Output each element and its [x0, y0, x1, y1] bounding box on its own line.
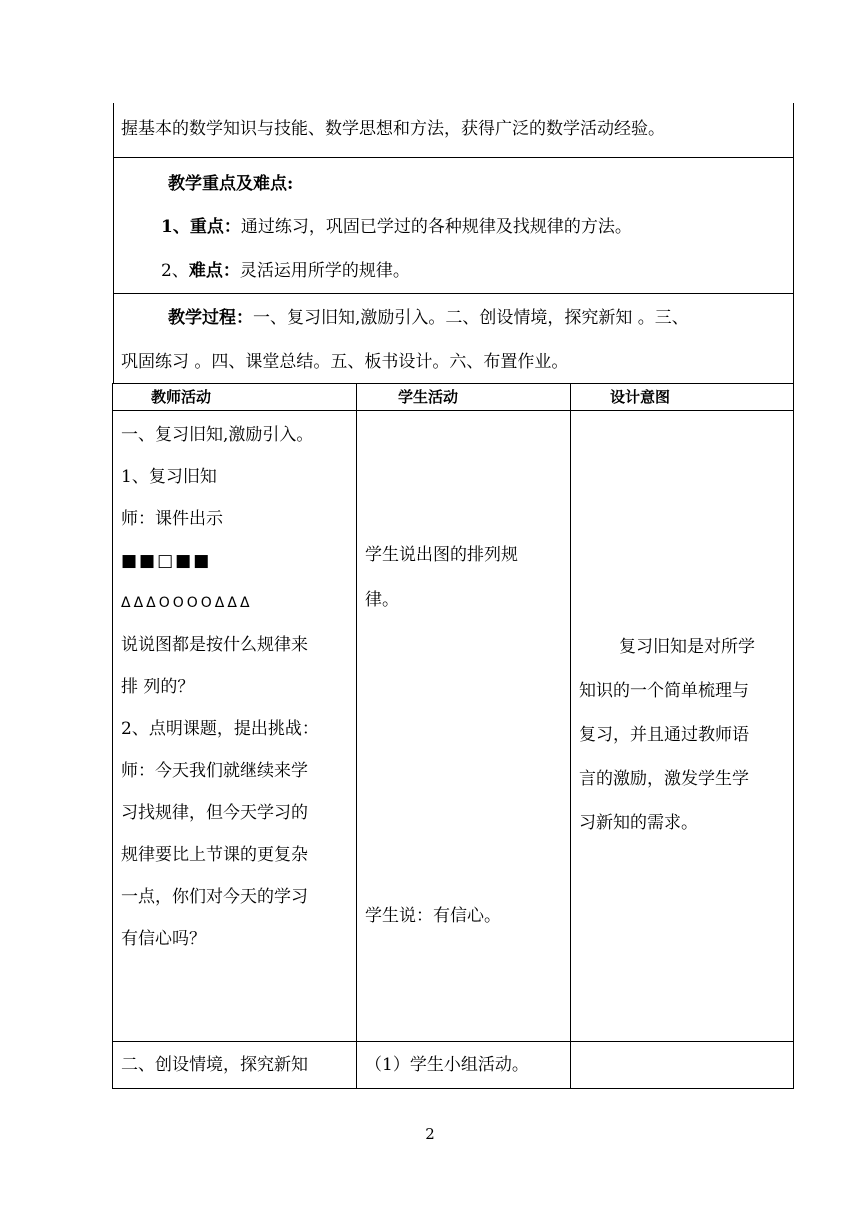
teacher-line: 师：课件出示 [121, 509, 223, 529]
left-border [113, 103, 114, 383]
column-divider [570, 384, 571, 1088]
teacher-line: 排 列的？ [121, 677, 195, 697]
teacher-line: 规律要比上节课的更复杂 [121, 845, 308, 865]
student-answer: 学生说：有信心。 [365, 906, 501, 926]
intent-line: 习新知的需求。 [579, 813, 698, 833]
triangle-circle-pattern: ΔΔΔOOOOΔΔΔ [121, 595, 253, 611]
header-teacher-activity: 教师活动 [151, 388, 212, 406]
key-point-1-text: 通过练习，巩固已学过的各种规律及找规律的方法。 [240, 217, 632, 237]
process-text-1: 一、复习旧知,激励引入。二、创设情境，探究新知 。三、 [253, 308, 689, 328]
column-divider [356, 384, 357, 1088]
intent-line: 复习，并且通过教师语 [579, 725, 749, 745]
right-border [793, 103, 794, 383]
student-line: 律。 [365, 590, 399, 610]
key-point-2 [161, 260, 410, 282]
teacher-line: 一点，你们对今天的学习 [121, 887, 308, 907]
key-point-2-label: 难点： [188, 261, 240, 281]
page-number: 2 [425, 1125, 435, 1143]
process-line-2: 巩固练习 。四、课堂总结。五、板书设计。六、布置作业。 [121, 352, 569, 372]
teacher-line: 2、点明课题，提出挑战： [121, 719, 319, 739]
intent-line: 言的激励，激发学生学 [579, 769, 749, 789]
process-label: 教学过程： [168, 308, 253, 328]
intent-line: 复习旧知是对所学 [619, 637, 755, 657]
row-divider [113, 1041, 793, 1042]
teacher-line: 师：今天我们就继续来学 [121, 761, 308, 781]
student-line: 学生说出图的排列规 [365, 545, 518, 565]
teacher-line: 说说图都是按什么规律来 [121, 635, 308, 655]
intro-line: 握基本的数学知识与技能、数学思想和方法，获得广泛的数学活动经验。 [121, 119, 665, 139]
row2-student: （1）学生小组活动。 [365, 1055, 529, 1075]
header-design-intent: 设计意图 [610, 388, 671, 406]
teacher-line: 1、复习旧知 [121, 467, 217, 487]
divider [113, 293, 794, 294]
teacher-line: 习找规律，但今天学习的 [121, 803, 308, 823]
header-student-activity: 学生活动 [398, 388, 459, 406]
header-divider [113, 410, 793, 411]
key-point-2-prefix: 2、 [161, 261, 189, 281]
teacher-line: 有信心吗？ [121, 929, 206, 949]
teacher-line: 一、复习旧知,激励引入。 [121, 425, 314, 445]
square-pattern: ■■□■■ [121, 551, 212, 571]
key-point-1 [161, 216, 632, 238]
intent-line: 知识的一个简单梳理与 [579, 681, 749, 701]
key-point-2-text: 灵活运用所学的规律。 [239, 261, 410, 281]
row2-teacher: 二、创设情境，探究新知 [121, 1055, 308, 1075]
key-point-1-label: 1、重点： [161, 217, 241, 237]
key-points-title: 教学重点及难点: [168, 174, 294, 194]
process-line-1 [168, 307, 689, 329]
activity-table [112, 383, 794, 1089]
divider [113, 157, 794, 158]
